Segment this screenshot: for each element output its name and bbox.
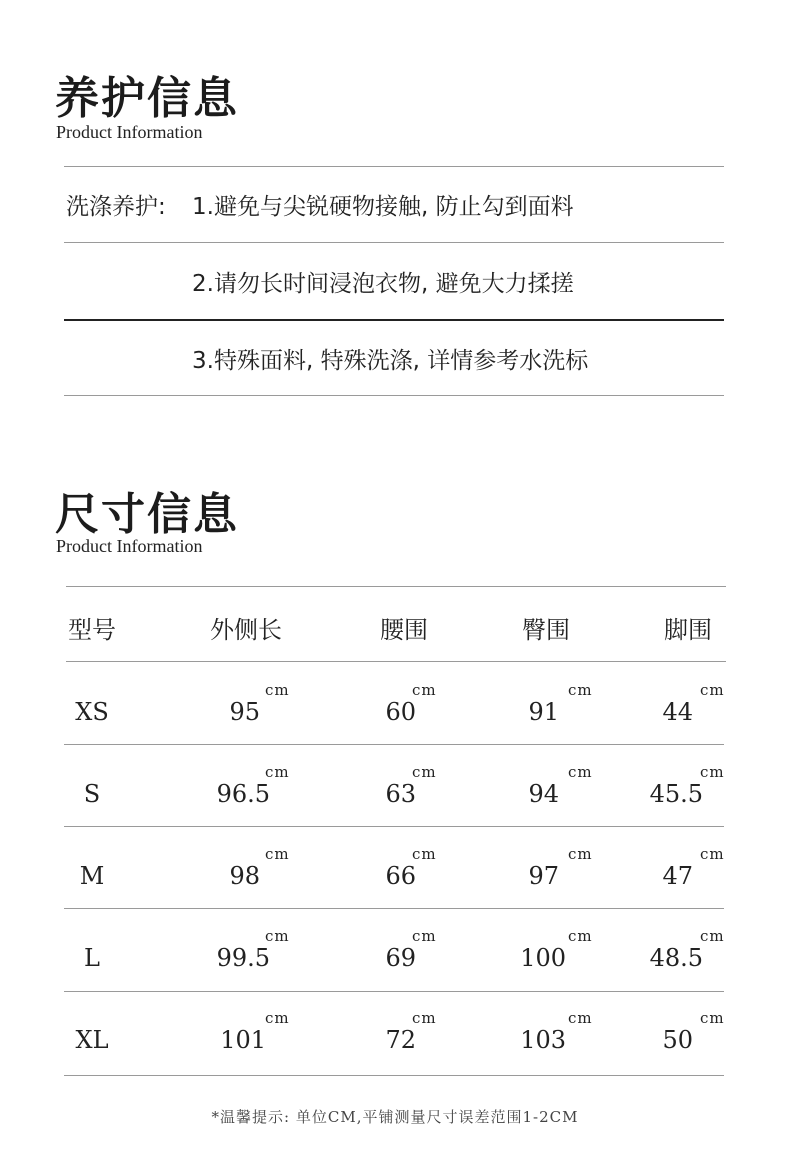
unit-label: cm [700, 1009, 725, 1027]
unit-label: cm [412, 681, 437, 699]
value-hem: 48.5 [649, 944, 703, 972]
divider [64, 166, 724, 167]
size-label: L [84, 944, 100, 972]
value-hem: 47 [662, 862, 693, 890]
value-outseam: 99.5 [216, 944, 270, 972]
divider [64, 242, 724, 243]
unit-label: cm [412, 927, 437, 945]
value-outseam: 101 [220, 1026, 266, 1054]
unit-label: cm [265, 681, 290, 699]
unit-label: cm [265, 763, 290, 781]
header-model: 型号 [68, 616, 116, 644]
unit-label: cm [265, 927, 290, 945]
divider [64, 1075, 724, 1076]
care-label: 洗涤养护: [66, 194, 166, 220]
care-title: 养护信息 [55, 73, 239, 124]
value-hem: 44 [662, 698, 693, 726]
unit-label: cm [700, 927, 725, 945]
value-outseam: 96.5 [216, 780, 270, 808]
header-hem: 脚围 [664, 616, 712, 644]
value-outseam: 95 [229, 698, 260, 726]
unit-label: cm [568, 681, 593, 699]
size-subtitle: Product Information [56, 536, 203, 556]
header-hip: 臀围 [522, 616, 570, 644]
divider [64, 395, 724, 396]
divider [64, 991, 724, 992]
unit-label: cm [700, 763, 725, 781]
size-label: M [79, 862, 105, 890]
header-waist: 腰围 [380, 616, 428, 644]
unit-label: cm [412, 763, 437, 781]
divider [64, 908, 724, 909]
value-hip: 97 [528, 862, 559, 890]
care-item-1: 1.避免与尖锐硬物接触, 防止勾到面料 [192, 194, 574, 220]
value-hip: 100 [520, 944, 566, 972]
divider [66, 586, 726, 587]
care-item-2: 2.请勿长时间浸泡衣物, 避免大力揉搓 [192, 271, 574, 297]
divider [64, 744, 724, 745]
value-waist: 63 [385, 780, 416, 808]
value-waist: 60 [385, 698, 416, 726]
size-title: 尺寸信息 [55, 489, 239, 540]
unit-label: cm [568, 763, 593, 781]
value-waist: 69 [385, 944, 416, 972]
unit-label: cm [568, 1009, 593, 1027]
unit-label: cm [568, 927, 593, 945]
value-outseam: 98 [229, 862, 260, 890]
unit-label: cm [700, 845, 725, 863]
size-label: XL [75, 1026, 109, 1054]
unit-label: cm [265, 1009, 290, 1027]
value-hem: 45.5 [649, 780, 703, 808]
divider [64, 826, 724, 827]
divider [66, 661, 726, 662]
size-label: XS [75, 698, 109, 726]
unit-label: cm [568, 845, 593, 863]
unit-label: cm [412, 1009, 437, 1027]
unit-label: cm [700, 681, 725, 699]
unit-label: cm [412, 845, 437, 863]
size-label: S [83, 780, 101, 808]
value-waist: 66 [385, 862, 416, 890]
care-item-3: 3.特殊面料, 特殊洗涤, 详情参考水洗标 [192, 348, 589, 374]
size-note: *温馨提示: 单位CM,平铺测量尺寸误差范围1-2CM [211, 1108, 579, 1126]
value-hip: 94 [528, 780, 559, 808]
value-hip: 103 [520, 1026, 566, 1054]
value-waist: 72 [385, 1026, 416, 1054]
divider [64, 319, 724, 321]
care-subtitle: Product Information [56, 122, 203, 142]
value-hem: 50 [662, 1026, 693, 1054]
unit-label: cm [265, 845, 290, 863]
header-outseam: 外侧长 [210, 616, 282, 644]
value-hip: 91 [528, 698, 559, 726]
